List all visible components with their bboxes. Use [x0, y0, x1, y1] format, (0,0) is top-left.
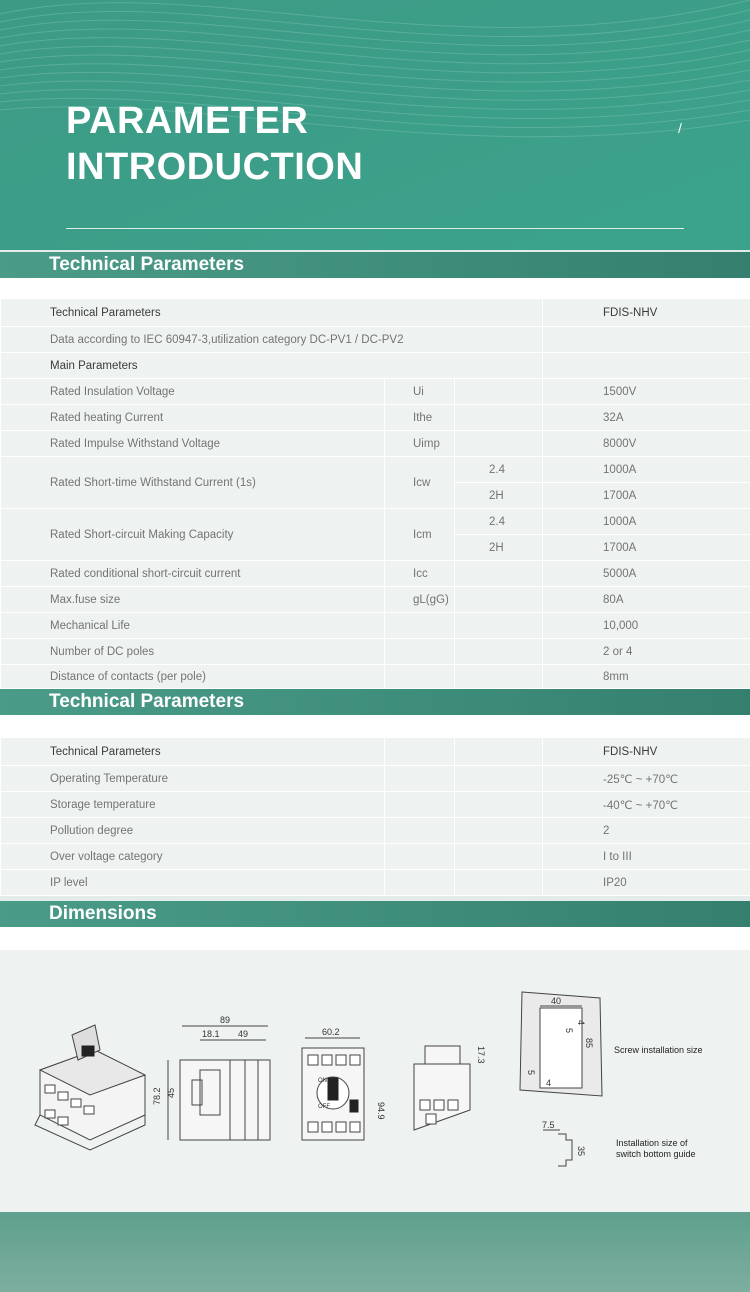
param-symbol: Icc: [385, 561, 455, 587]
profile-view-drawing: [414, 1046, 470, 1130]
param-value: 10,000: [543, 613, 750, 639]
page-title: [66, 98, 363, 190]
param-label: Max.fuse size: [1, 587, 385, 613]
table-header-row: [1, 299, 750, 327]
param-label: Operating Temperature: [1, 766, 385, 792]
dim-screw-d: 4: [546, 1078, 552, 1088]
dim-side-left: 18.1: [202, 1029, 220, 1039]
param-label: Mechanical Life: [1, 613, 385, 639]
param-label: Rated heating Current: [1, 405, 385, 431]
dim-screw-height: 85: [584, 1038, 594, 1049]
param-label: Number of DC poles: [1, 639, 385, 665]
param-value: 1000A: [543, 509, 750, 535]
dim-side-right: 49: [238, 1029, 249, 1039]
table-row: [1, 405, 750, 431]
table-row: [1, 818, 750, 844]
switch-isometric-drawing: [35, 1025, 145, 1150]
table-row: [1, 379, 750, 405]
front-view-drawing: [302, 1038, 364, 1140]
dial-off-label: OFF: [318, 1104, 330, 1110]
dim-rail-height: 35: [576, 1146, 586, 1157]
param-value: 2 or 4: [543, 639, 750, 665]
param-symbol: Uimp: [385, 431, 455, 457]
table-row: [1, 844, 750, 870]
dim-rail-width: 7.5: [542, 1120, 555, 1130]
param-label: Rated Short-circuit Making Capacity: [1, 509, 385, 561]
param-value: 8mm: [543, 665, 750, 689]
param-symbol: [385, 639, 455, 665]
dim-front-width: 60.2: [322, 1027, 340, 1037]
main-params-label: Main Parameters: [1, 353, 543, 379]
environment-parameters-table: [0, 737, 750, 896]
param-symbol: Ui: [385, 379, 455, 405]
dim-front-height: 94.9: [376, 1102, 386, 1120]
table-row: [1, 613, 750, 639]
dim-side-height-inner: 45: [166, 1087, 176, 1098]
rail-caption-line1: Installation size of: [616, 1138, 688, 1148]
param-label: Storage temperature: [1, 792, 385, 818]
param-label: Rated Short-time Withstand Current (1s): [1, 457, 385, 509]
rail-guide-drawing: [543, 1130, 572, 1166]
param-label: IP level: [1, 870, 385, 896]
dimension-drawings: [0, 950, 750, 1212]
table-row: [1, 792, 750, 818]
param-value: 1000A: [543, 457, 750, 483]
table-row: [1, 561, 750, 587]
param-label: Pollution degree: [1, 818, 385, 844]
param-symbol: Ithe: [385, 405, 455, 431]
section-title: Dimensions: [49, 903, 157, 924]
dimensions-panel: [0, 950, 750, 1212]
param-value: 2: [543, 818, 750, 844]
param-config: 2.4: [455, 457, 543, 483]
param-config: 2H: [455, 483, 543, 509]
param-value: 1700A: [543, 535, 750, 561]
dim-screw-a: 5: [564, 1028, 574, 1034]
section-technical-parameters: [0, 252, 750, 278]
title-slash: /: [678, 120, 682, 136]
dial-on-label: ON: [318, 1078, 327, 1084]
table-row: [1, 353, 750, 379]
table-header-row: [1, 738, 750, 766]
table-row: [1, 870, 750, 896]
section-title: Technical Parameters: [49, 691, 245, 712]
param-symbol: [385, 613, 455, 639]
header-model: FDIS-NHV: [543, 299, 750, 327]
header-label: Technical Parameters: [1, 738, 385, 766]
param-value: -40℃ ~ +70℃: [543, 792, 750, 818]
section-gap: [0, 927, 750, 950]
standard-note: Data according to IEC 60947-3,utilization category DC-PV1 / DC-PV2: [1, 327, 543, 353]
section-dimensions: [0, 901, 750, 927]
table-row: [1, 327, 750, 353]
dim-screw-width: 40: [551, 996, 562, 1006]
section-gap: [0, 278, 750, 298]
dim-profile-height: 17.3: [476, 1046, 486, 1064]
param-symbol: [385, 665, 455, 689]
param-label: Rated Impulse Withstand Voltage: [1, 431, 385, 457]
dim-side-height-outer: 78.2: [152, 1087, 162, 1105]
param-symbol: Icm: [385, 509, 455, 561]
param-label: Rated Insulation Voltage: [1, 379, 385, 405]
param-value: 80A: [543, 587, 750, 613]
param-config: 2H: [455, 535, 543, 561]
table-row: [1, 457, 750, 483]
header-model: FDIS-NHV: [543, 738, 750, 766]
param-value: -25℃ ~ +70℃: [543, 766, 750, 792]
param-label: Rated conditional short-circuit current: [1, 561, 385, 587]
page-title-line1: PARAMETER: [66, 100, 309, 142]
table-row: [1, 766, 750, 792]
dim-screw-b: 4: [576, 1020, 586, 1026]
page-title-line2: INTRODUCTION: [66, 146, 364, 188]
header-label: Technical Parameters: [1, 299, 543, 327]
param-value: IP20: [543, 870, 750, 896]
title-underline: [66, 228, 684, 229]
param-label: Distance of contacts (per pole): [1, 665, 385, 689]
section-technical-parameters-2: [0, 689, 750, 715]
section-title: Technical Parameters: [49, 254, 245, 275]
section-gap: [0, 715, 750, 737]
side-view-drawing: [168, 1026, 270, 1140]
param-value: 1700A: [543, 483, 750, 509]
param-value: 1500V: [543, 379, 750, 405]
param-value: 32A: [543, 405, 750, 431]
dim-screw-c: 5: [526, 1070, 536, 1076]
param-symbol: Icw: [385, 457, 455, 509]
hero-banner: [0, 0, 750, 250]
param-config: 2.4: [455, 509, 543, 535]
param-value: 8000V: [543, 431, 750, 457]
param-value: I to III: [543, 844, 750, 870]
screw-installation-caption: Screw installation size: [614, 1045, 703, 1055]
rail-caption-line2: switch bottom guide: [616, 1149, 696, 1159]
dim-side-total-width: 89: [220, 1015, 231, 1025]
param-symbol: gL(gG): [385, 587, 455, 613]
table-row: [1, 665, 750, 689]
param-label: Over voltage category: [1, 844, 385, 870]
param-value: 5000A: [543, 561, 750, 587]
footer-band: [0, 1212, 750, 1292]
table-row: [1, 509, 750, 535]
table-row: [1, 587, 750, 613]
table-row: [1, 431, 750, 457]
table-row: [1, 639, 750, 665]
technical-parameters-table: [0, 298, 750, 689]
